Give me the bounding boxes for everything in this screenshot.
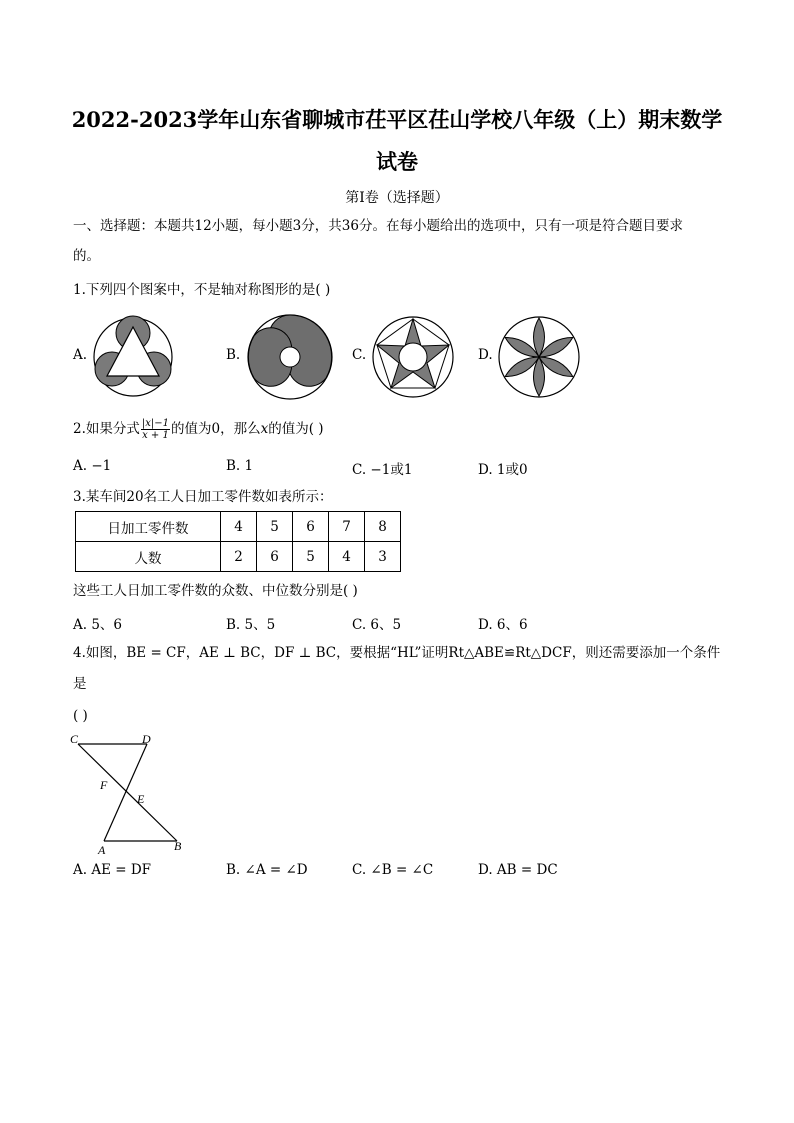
q1-figure-c bbox=[370, 314, 456, 400]
point-label-c: C bbox=[70, 732, 79, 746]
table-cell: 5 bbox=[293, 542, 329, 572]
table-row-header: 人数 bbox=[76, 542, 221, 572]
q2-frac-num: |x|−1 bbox=[141, 418, 170, 429]
q2-option-c: C. −1或1 bbox=[352, 462, 413, 478]
table-row bbox=[76, 512, 401, 542]
q4-option-d: D. AB = DC bbox=[478, 862, 558, 878]
q2-frac-den: x + 1 bbox=[142, 430, 169, 441]
point-label-e: E bbox=[137, 792, 145, 806]
q3-stem: 3.某车间20名工人日加工零件数如表所示： bbox=[73, 489, 333, 505]
q2-prefix: 2.如果分式 bbox=[73, 421, 140, 437]
q1-label-b: B. bbox=[226, 347, 241, 363]
q1-figure-d bbox=[496, 314, 582, 400]
q4-geometry-figure bbox=[66, 730, 190, 856]
q4-option-b: B. ∠A = ∠D bbox=[226, 862, 308, 878]
volume-heading: 第Ⅰ卷（选择题） bbox=[345, 190, 449, 206]
q3-option-d: D. 6、6 bbox=[478, 617, 528, 633]
section-instructions-line2: 的。 bbox=[73, 248, 100, 264]
q1-figure-a bbox=[90, 314, 176, 400]
table-cell: 6 bbox=[257, 542, 293, 572]
q2-suffix: 的值为( ) bbox=[268, 421, 324, 437]
q2-option-a: A. −1 bbox=[73, 458, 112, 474]
section-instructions-line1: 一、选择题：本题共12小题，每小题3分，共36分。在每小题给出的选项中，只有一项是符合题目要求 bbox=[73, 218, 683, 234]
point-label-f: F bbox=[100, 778, 108, 792]
table-cell: 5 bbox=[257, 512, 293, 542]
q4-stem-line2: 是 bbox=[73, 676, 87, 692]
table-row bbox=[76, 542, 401, 572]
q1-figure-b bbox=[245, 312, 335, 402]
table-cell: 4 bbox=[329, 542, 365, 572]
q1-stem: 1.下列四个图案中，不是轴对称图形的是( ) bbox=[73, 282, 331, 298]
q1-label-d: D. bbox=[478, 347, 493, 363]
table-cell: 6 bbox=[293, 512, 329, 542]
table-cell: 2 bbox=[221, 542, 257, 572]
q3-option-a: A. 5、6 bbox=[73, 617, 123, 633]
q4-stem: 4.如图，BE = CF，AE ⊥ BC，DF ⊥ BC，要根据“HL”证明Rt△ABE≌Rt△DCF，则还需要添加一个条件 bbox=[73, 645, 721, 661]
table-cell: 7 bbox=[329, 512, 365, 542]
q2-mid: 的值为0，那么 bbox=[171, 421, 261, 437]
q2-option-b: B. 1 bbox=[226, 458, 254, 474]
q3-option-b: B. 5、5 bbox=[226, 617, 276, 633]
table-row-header: 日加工零件数 bbox=[76, 512, 221, 542]
q4-option-a: A. AE = DF bbox=[73, 862, 152, 878]
q3-data-table bbox=[75, 511, 401, 572]
point-label-d: D bbox=[142, 732, 151, 746]
page-title-line2: 试卷 bbox=[376, 149, 418, 174]
page-title-line1: 2022-2023学年山东省聊城市茌平区茌山学校八年级（上）期末数学 bbox=[71, 107, 723, 132]
q2-stem bbox=[73, 418, 324, 441]
q3-question: 这些工人日加工零件数的众数、中位数分别是( ) bbox=[73, 583, 358, 599]
q4-option-c: C. ∠B = ∠C bbox=[352, 862, 434, 878]
q1-label-c: C. bbox=[352, 347, 367, 363]
table-cell: 8 bbox=[365, 512, 401, 542]
q1-label-a: A. bbox=[73, 347, 88, 363]
q3-option-c: C. 6、5 bbox=[352, 617, 402, 633]
q2-option-d: D. 1或0 bbox=[478, 462, 528, 478]
point-label-a: A bbox=[98, 843, 106, 856]
table-cell: 3 bbox=[365, 542, 401, 572]
q2-fraction bbox=[141, 418, 170, 441]
q4-paren: ( ) bbox=[73, 708, 88, 724]
q2-var: x bbox=[260, 421, 269, 437]
table-cell: 4 bbox=[221, 512, 257, 542]
point-label-b: B bbox=[174, 839, 182, 853]
